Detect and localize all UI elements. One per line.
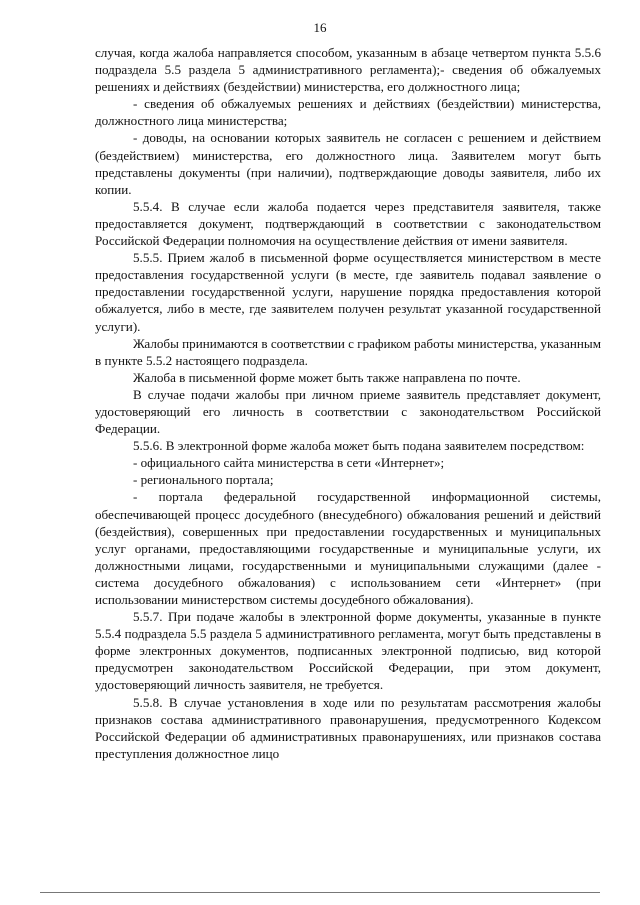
paragraph: - официального сайта министерства в сети «Интернет»; [133,455,445,471]
paragraph: Жалоба в письменной форме может быть также направлена по почте. [133,369,521,385]
paragraph: случая, когда жалоба направляется способом, указанным в абзаце четвертом пункта 5.5.6 подраздела 5.5 раздела 5 административного регламента);- сведения об обжалуемых решениях и действиях (бездействии) министерства, его должностного лица; [95,45,601,95]
paragraph: - регионального портала; [133,472,274,488]
paragraph: 5.5.4. В случае если жалоба подается через представителя заявителя, также предоставляется документ, подтверждающий в соответствии с законодательством Российской Федерации полномочия на осуществление действия от имени заявителя. [95,198,601,249]
paragraph: 5.5.8. В случае установления в ходе или по результатам рассмотрения жалобы признаков состава административного правонарушения, предусмотренного Кодексом Российской Федерации об административных правонарушениях, или признаков состава преступления должностное лицо [95,694,601,761]
paragraph: 5.5.7. При подаче жалобы в электронной форме документы, указанные в пункте 5.5.4 подраздела 5.5 раздела 5 административного регламента, могут быть представлены в форме электронных документов, подписанных электронной подписью, вид которой предусмотрен законодательством Российской Федерации, при этом документ, удостоверяющий личность заявителя, не требуется. [95,609,601,693]
document-body [95,44,601,762]
paragraph: 5.5.5. Прием жалоб в письменной форме осуществляется министерством в месте предоставления государственной услуги (в месте, где заявитель подавал заявление о предоставлении государственной услуги, нарушение порядка предоставления которой обжалуется, либо в месте, где заявителем получен результат указанной государственной услуги). [95,250,601,334]
paragraph: В случае подачи жалобы при личном приеме заявитель представляет документ, удостоверяющий его личность в соответствии с законодательством Российской Федерации. [95,386,601,437]
paragraph: - портала федеральной государственной информационной системы, обеспечивающей процесс досудебного (внесудебного) обжалования решений и действий (бездействия), совершенных при предоставлении государственных и муниципальных услуг органами, предоставляющими государственные и муниципальные услуги, их должностными лицами, государственными и муниципальными служащими (далее - система досудебного обжалования) с использованием сети «Интернет» (при использовании министерством системы досудебного обжалования). [95,489,601,607]
paragraph: - доводы, на основании которых заявитель не согласен с решением и действием (бездействием) министерства, его должностного лица. Заявителем могут быть представлены документы (при наличии), подтверждающие доводы заявителя, либо их копии. [95,130,601,197]
paragraph: Жалобы принимаются в соответствии с графиком работы министерства, указанным в пункте 5.5.2 настоящего подраздела. [95,335,601,368]
page-number: 16 [313,20,327,35]
page-bottom-rule [40,892,600,893]
paragraph: - сведения об обжалуемых решениях и действиях (бездействии) министерства, должностного лица министерства; [95,96,601,129]
paragraph: 5.5.6. В электронной форме жалоба может быть подана заявителем посредством: [133,438,585,454]
